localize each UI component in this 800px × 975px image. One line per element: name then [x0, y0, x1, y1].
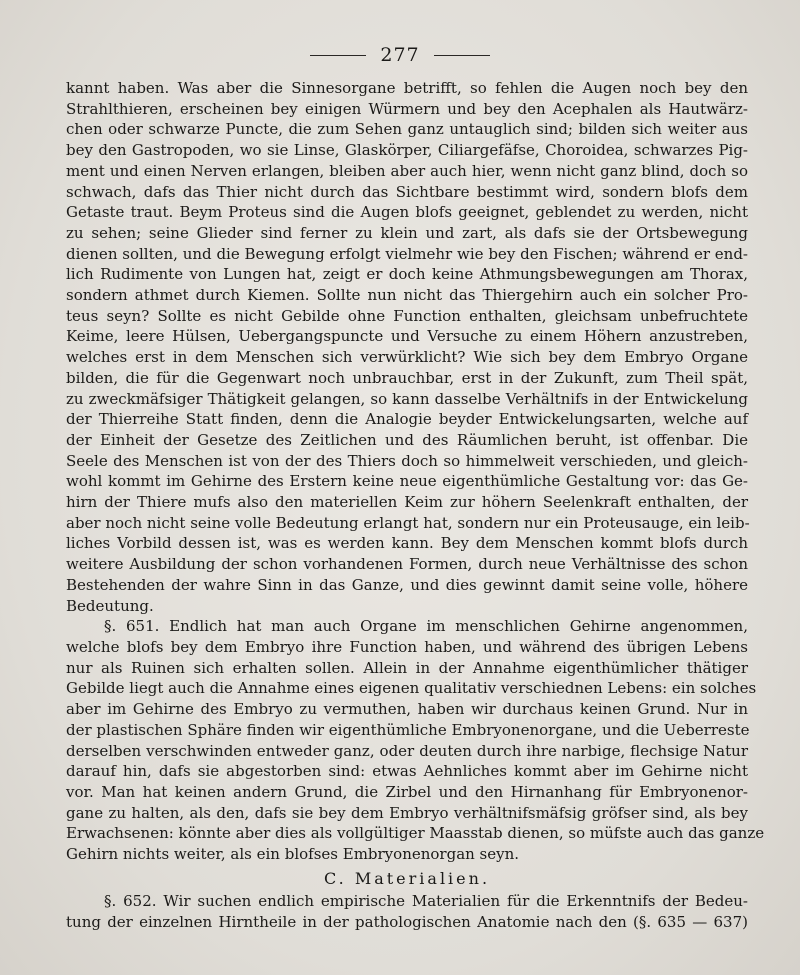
text-line: zu zweckmäfsiger Thätigkeit gelangen, so kann dasselbe Verhältnifs in der Entwickelung: [66, 389, 748, 408]
text-line: kannt haben. Was aber die Sinnesorgane betrifft, so fehlen die Augen noch bey den: [66, 79, 748, 97]
text-line: chen oder schwarze Puncte, die zum Sehen ganz untauglich sind; bilden sich weiter aus: [66, 120, 748, 139]
text-line: §. 651. Endlich hat man auch Organe im menschlichen Gehirne angenommen,: [104, 617, 748, 636]
text-line: derselben verschwinden entweder ganz, oder deuten durch ihre narbige, flechsige Natur: [66, 741, 748, 760]
section-heading: C. Materialien.: [323, 868, 491, 888]
text-line: Bedeutung.: [66, 596, 154, 615]
text-line: bilden, die für die Gegenwart noch unbrauchbar, erst in der Zukunft, zum Theil spät,: [66, 368, 748, 387]
text-line: §. 652. Wir suchen endlich empirische Materialien für die Erkenntnifs der Bedeu-: [104, 892, 748, 911]
text-line: Bestehenden der wahre Sinn in das Ganze, und dies gewinnt damit seine volle, höhere: [66, 575, 748, 594]
text-line: schwach, dafs das Thier nicht durch das Sichtbare bestimmt wird, sondern blofs dem: [66, 182, 748, 201]
text-line: ment und einen Nerven erlangen, bleiben aber auch hier, wenn nicht ganz blind, doch so: [66, 161, 748, 180]
text-line: Strahlthieren, erscheinen bey einigen Würmern und bey den Acephalen als Hautwärz-: [66, 99, 748, 118]
text-line: dienen sollten, und die Bewegung erfolgt vielmehr wie bey den Fischen; während er end-: [66, 244, 748, 263]
text-line: sondern athmet durch Kiemen. Sollte nun nicht das Thiergehirn auch ein solcher Pro-: [66, 286, 748, 305]
text-line: aber noch nicht seine volle Bedeutung erlangt hat, sondern nur ein Proteusauge, ein leib-: [66, 513, 750, 532]
paragraph-651: [66, 616, 765, 864]
header-rule-left: [310, 55, 366, 56]
text-line: gane zu halten, als den, dafs sie bey dem Embryo verhältnifsmäfsig gröfser sind, als bey: [66, 803, 748, 822]
text-line: bey den Gastropoden, wo sie Linse, Glaskörper, Ciliargefäfse, Choroidea, schwarzes Pig-: [66, 141, 748, 160]
text-line: vor. Man hat keinen andern Grund, die Zirbel und den Hirnanhang für Embryonenor-: [66, 782, 748, 801]
text-line: der Thierreihe Statt finden, denn die Analogie beyder Entwickelungsarten, welche auf: [66, 410, 748, 429]
text-line: aber im Gehirne des Embryo zu vermuthen, haben wir durchaus keinen Grund. Nur in: [66, 700, 748, 719]
header-rule-right: [434, 55, 490, 56]
text-line: Erwachsenen: könnte aber dies als vollgültiger Maasstab dienen, so müfste auch das ganze: [66, 824, 765, 843]
text-line: Gebilde liegt auch die Annahme eines eigenen qualitativ verschiednen Lebens: ein solches: [66, 679, 757, 698]
text-line: hirn der Thiere mufs also den materiellen Keim zur höhern Seelenkraft enthalten, der: [66, 493, 748, 512]
paragraph-1: [66, 78, 748, 616]
text-line: nur als Ruinen sich erhalten sollen. Allein in der Annahme eigenthümlicher thätiger: [66, 658, 748, 677]
text-line: welches erst in dem Menschen sich verwürklicht? Wie sich bey dem Embryo Organe: [66, 348, 748, 367]
page-number: 277: [380, 44, 420, 66]
text-line: zu sehen; seine Glieder sind ferner zu klein und zart, als dafs sie der Ortsbewegung: [66, 223, 748, 242]
body-text: [66, 78, 765, 933]
text-line: welche blofs bey dem Embryo ihre Function haben, und während des übrigen Lebens: [66, 637, 748, 656]
text-line: darauf hin, dafs sie abgestorben sind: etwas Aehnliches kommt aber im Gehirne nicht: [66, 762, 748, 781]
page-header: [0, 44, 800, 66]
text-line: Keime, leere Hülsen, Uebergangspuncte und Versuche zu einem Höhern anzustreben,: [66, 327, 748, 346]
text-line: tung der einzelnen Hirntheile in der pathologischen Anatomie nach den (§. 635 — 637): [66, 913, 748, 932]
text-line: der plastischen Sphäre finden wir eigenthümliche Embryonenorgane, und die Ueberreste: [66, 720, 750, 739]
paragraph-652: [66, 891, 748, 932]
text-line: Gehirn nichts weiter, als ein blofses Embryonenorgan seyn.: [66, 845, 520, 864]
text-line: lich Rudimente von Lungen hat, zeigt er doch keine Athmungsbewegungen am Thorax,: [66, 265, 748, 284]
text-line: Seele des Menschen ist von der des Thiers doch so himmelweit verschieden, und gleich-: [66, 451, 748, 470]
text-line: wohl kommt im Gehirne des Erstern keine neue eigenthümliche Gestaltung vor: das Ge-: [66, 472, 748, 491]
text-line: liches Vorbild dessen ist, was es werden kann. Bey dem Menschen kommt blofs durch: [66, 534, 748, 553]
text-line: Getaste traut. Beym Proteus sind die Augen blofs geeignet, geblendet zu werden, nicht: [66, 203, 748, 222]
text-line: der Einheit der Gesetze des Zeitlichen und des Räumlichen beruht, ist offenbar. Die: [66, 430, 748, 449]
text-line: teus seyn? Sollte es nicht Gebilde ohne Function enthalten, gleichsam unbefruchtete: [66, 306, 748, 325]
text-line: weitere Ausbildung der schon vorhandenen Formen, durch neue Verhältnisse des schon: [66, 555, 748, 574]
